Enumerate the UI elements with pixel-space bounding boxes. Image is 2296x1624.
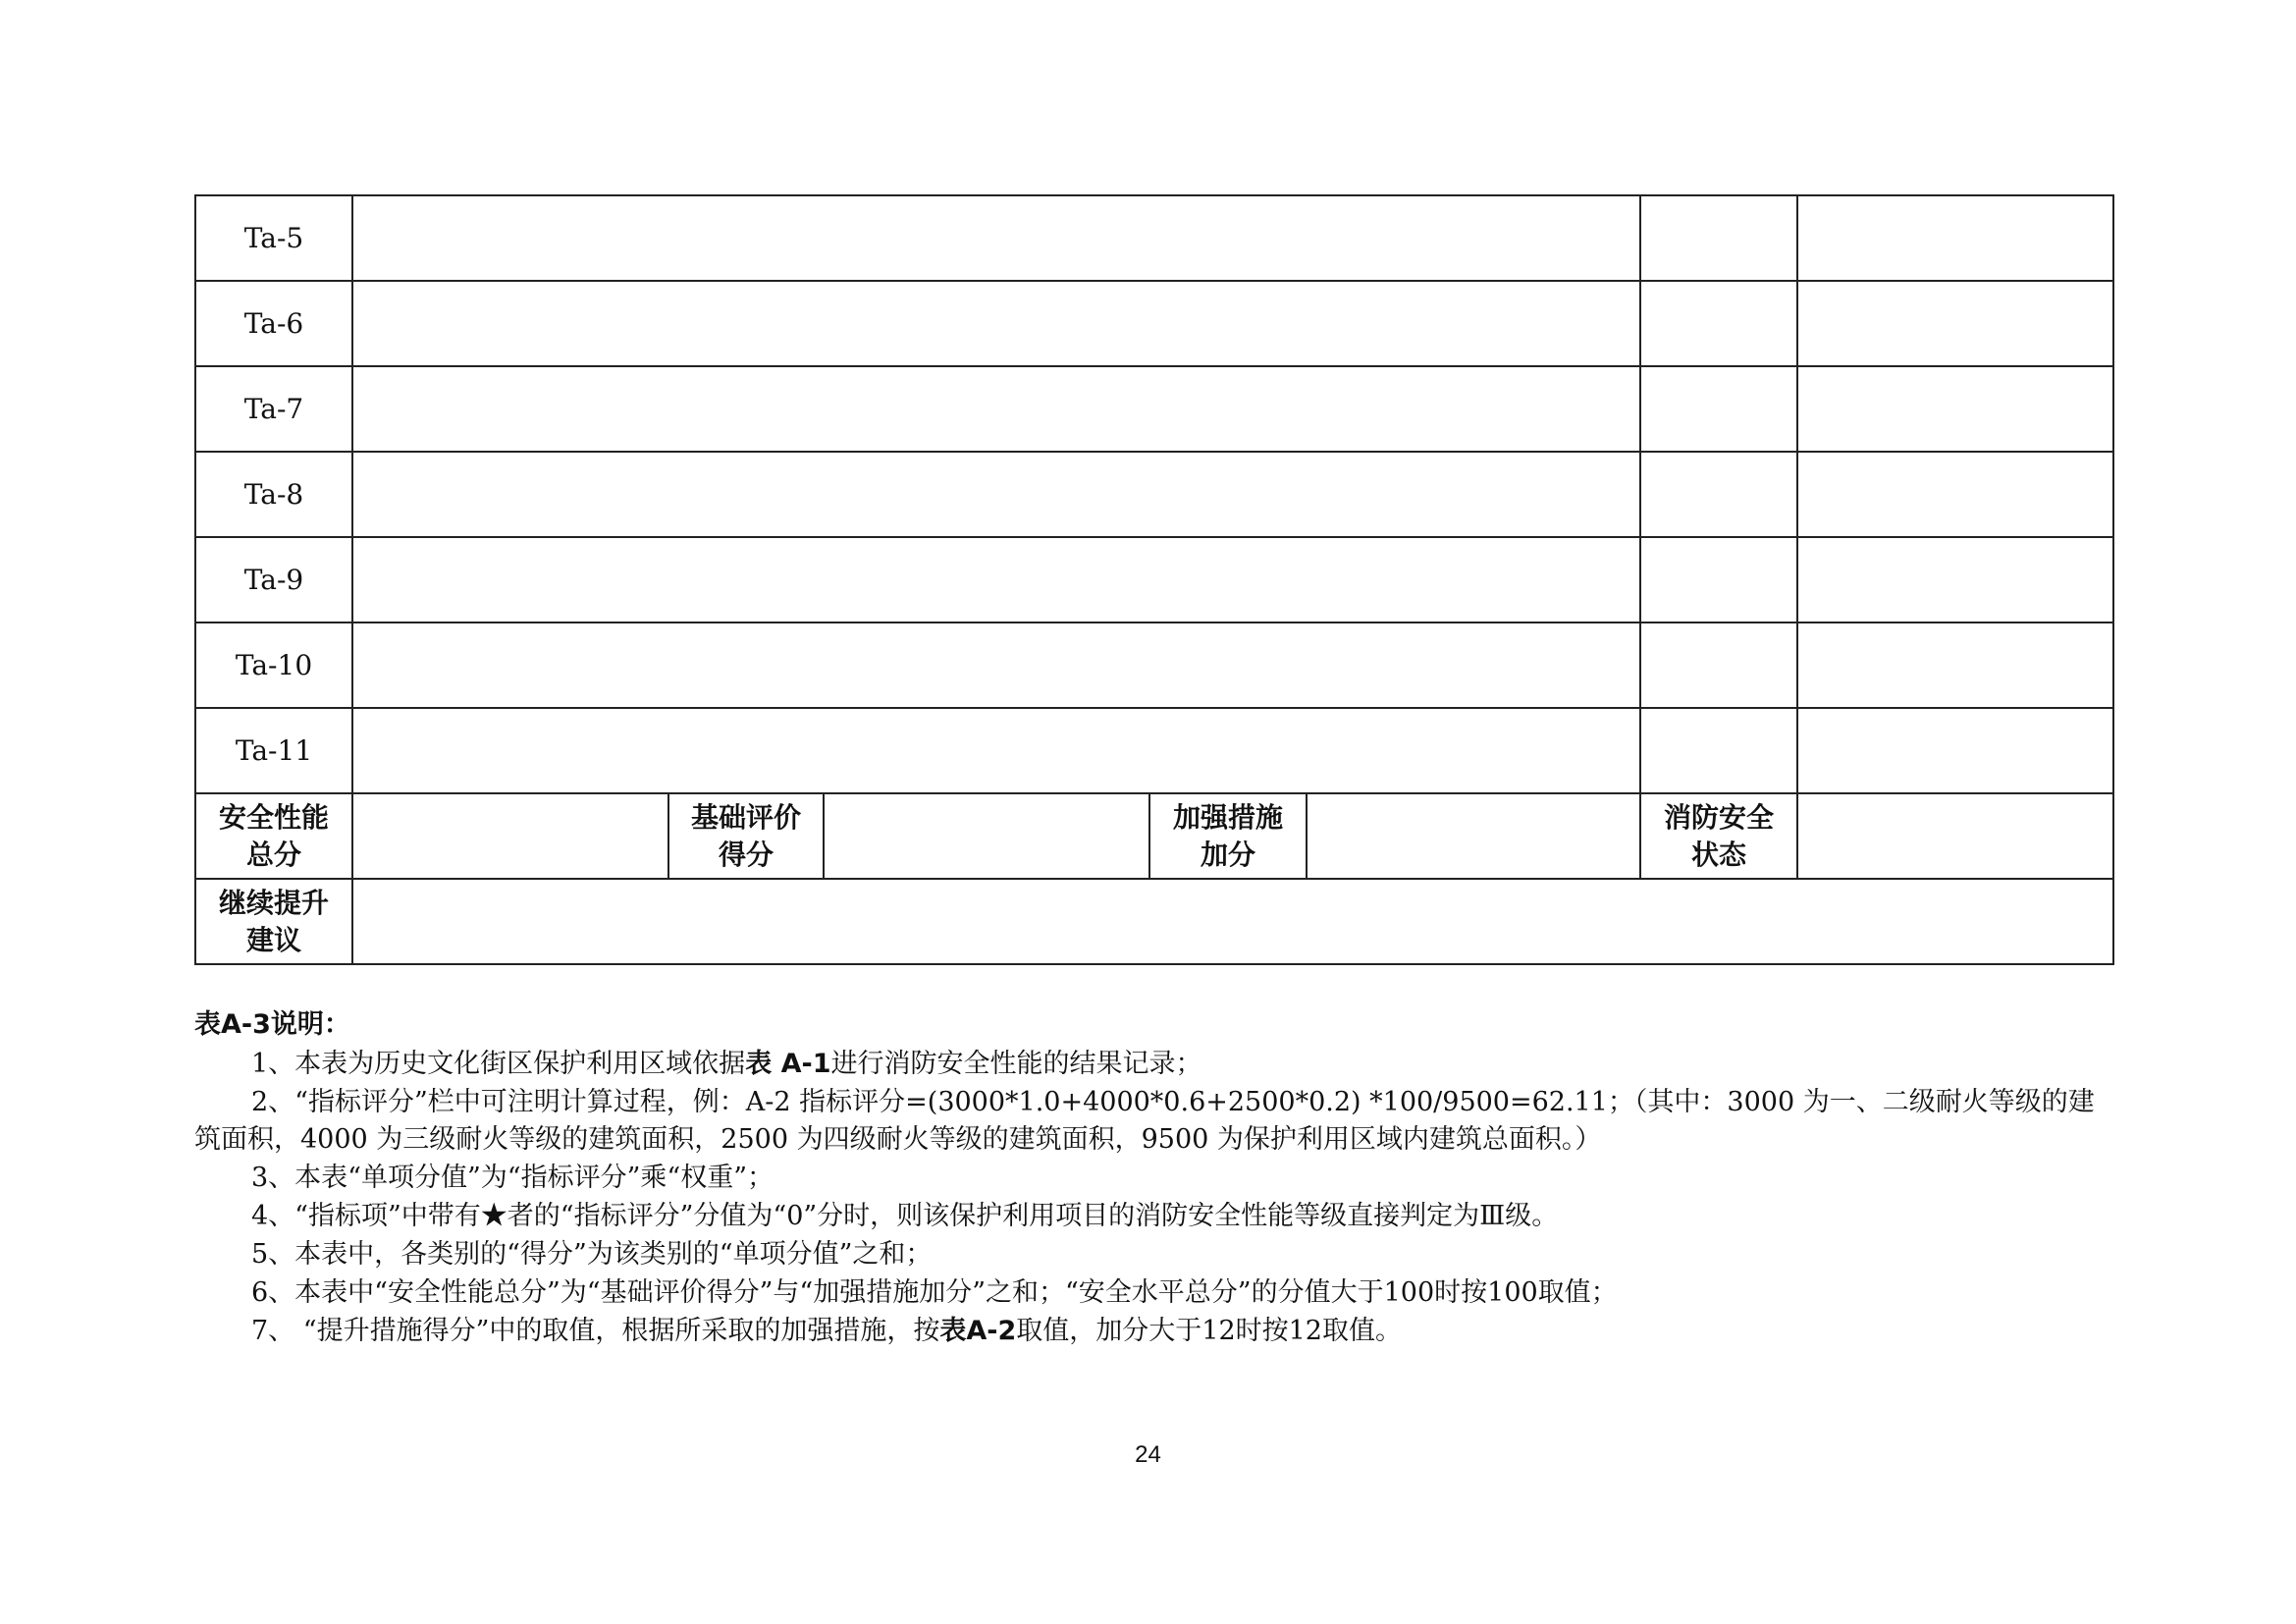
summary-row — [195, 793, 2113, 879]
table-row — [195, 281, 2113, 366]
base-score-label-line1: 基础评价 — [690, 800, 801, 834]
score-cell — [1640, 195, 1797, 281]
fire-safety-status-label-line1: 消防安全 — [1664, 800, 1775, 834]
fire-safety-status-label-line2: 状态 — [1691, 838, 1747, 871]
score-cell — [1640, 537, 1797, 623]
page-number: 24 — [1135, 1441, 1161, 1468]
value-cell — [1797, 452, 2113, 537]
suggestion-value — [352, 879, 2113, 964]
notes-heading: 表A-3说明： — [194, 1009, 350, 1040]
fire-safety-status-label — [1640, 793, 1797, 879]
indicator-code: Ta-6 — [195, 281, 352, 366]
table-row — [195, 537, 2113, 623]
note-item: 5、本表中，各类别的“得分”为该类别的“单项分值”之和； — [251, 1239, 933, 1270]
note-item — [194, 1046, 2112, 1083]
table-row — [195, 452, 2113, 537]
note-1-text-end: 进行消防安全性能的结果记录； — [830, 1049, 1202, 1079]
base-score-value — [824, 793, 1149, 879]
base-score-label-line2: 得分 — [718, 838, 774, 871]
note-item: 6、本表中“安全性能总分”为“基础评价得分”与“加强措施加分”之和；“安全水平总分”的分值大于100时按100取值； — [251, 1277, 1618, 1308]
table-notes — [194, 1006, 2112, 1351]
table-row — [195, 708, 2113, 793]
indicator-content-cell — [352, 281, 1640, 366]
note-7-table-ref: 表A-2 — [939, 1316, 1017, 1346]
bonus-score-label — [1149, 793, 1307, 879]
indicator-content-cell — [352, 195, 1640, 281]
note-7-text: 7、 “提升措施得分”中的取值，根据所采取的加强措施，按 — [251, 1316, 940, 1346]
score-cell — [1640, 623, 1797, 708]
score-cell — [1640, 281, 1797, 366]
total-score-value — [352, 793, 668, 879]
note-7-text-end: 取值，加分大于12时按12取值。 — [1016, 1316, 1402, 1346]
indicator-code: Ta-11 — [195, 708, 352, 793]
score-cell — [1640, 708, 1797, 793]
bonus-score-value — [1307, 793, 1640, 879]
score-cell — [1640, 452, 1797, 537]
bonus-score-label-line1: 加强措施 — [1172, 800, 1283, 834]
note-1-text: 1、本表为历史文化街区保护利用区域依据 — [251, 1049, 746, 1079]
evaluation-table — [194, 194, 2114, 965]
indicator-code: Ta-5 — [195, 195, 352, 281]
indicator-code: Ta-8 — [195, 452, 352, 537]
indicator-code: Ta-9 — [195, 537, 352, 623]
note-item — [194, 1313, 2112, 1350]
suggestion-label-line1: 继续提升 — [218, 886, 329, 919]
base-score-label — [668, 793, 824, 879]
table-row — [195, 366, 2113, 452]
indicator-code: Ta-7 — [195, 366, 352, 452]
table-row — [195, 195, 2113, 281]
value-cell — [1797, 366, 2113, 452]
indicator-content-cell — [352, 708, 1640, 793]
note-item: 4、“指标项”中带有★者的“指标评分”分值为“0”分时，则该保护利用项目的消防安全性能等级直接判定为Ⅲ级。 — [251, 1201, 1559, 1231]
suggestion-label — [195, 879, 352, 964]
indicator-content-cell — [352, 537, 1640, 623]
note-item: 2、“指标评分”栏中可注明计算过程，例：A-2 指标评分=(3000*1.0+4000*0.6+2500*0.2) *100/9500=62.11；（其中：3000 为一、二级耐火等级的建筑面积，4000 为三级耐火等级的建筑面积，2500 为四级耐火等级的建筑面积，9500 为保护利用区域内建筑总面积。） — [194, 1087, 2095, 1155]
indicator-content-cell — [352, 452, 1640, 537]
indicator-content-cell — [352, 623, 1640, 708]
total-score-label-line2: 总分 — [245, 838, 301, 871]
total-score-label — [195, 793, 352, 879]
value-cell — [1797, 708, 2113, 793]
indicator-content-cell — [352, 366, 1640, 452]
total-score-label-line1: 安全性能 — [218, 800, 329, 834]
note-item: 3、本表“单项分值”为“指标评分”乘“权重”； — [251, 1163, 774, 1193]
value-cell — [1797, 623, 2113, 708]
value-cell — [1797, 281, 2113, 366]
table-row — [195, 623, 2113, 708]
fire-safety-status-value — [1797, 793, 2113, 879]
suggestion-row — [195, 879, 2113, 964]
indicator-code: Ta-10 — [195, 623, 352, 708]
value-cell — [1797, 195, 2113, 281]
suggestion-label-line2: 建议 — [245, 923, 301, 956]
value-cell — [1797, 537, 2113, 623]
bonus-score-label-line2: 加分 — [1200, 838, 1255, 871]
score-cell — [1640, 366, 1797, 452]
note-1-table-ref: 表 A-1 — [745, 1049, 831, 1079]
